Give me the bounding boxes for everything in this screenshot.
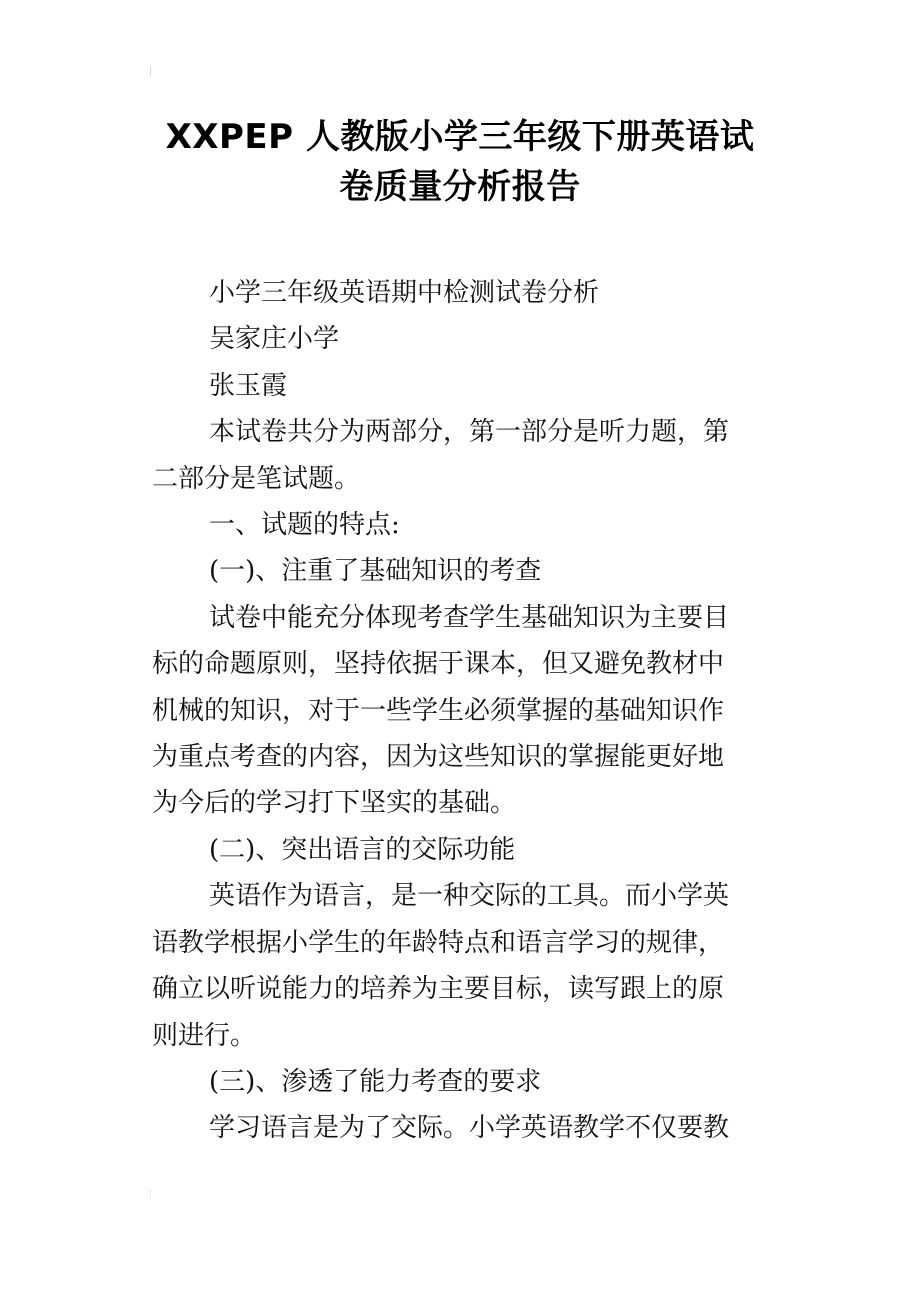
section-heading	[152, 502, 772, 548]
document-body	[152, 270, 772, 1152]
text-line: 则进行。	[152, 1020, 257, 1051]
text-line: 为今后的学习打下坚实的基础。	[152, 788, 517, 819]
text-line: 张玉霞	[209, 370, 288, 401]
text-line: (三)、渗透了能力考查的要求	[209, 1066, 542, 1097]
text-line: 标的命题原则，坚持依据于课本，但又避免教材中	[152, 649, 725, 680]
text-line: 机械的知识，对于一些学生必须掌握的基础知识作	[152, 695, 725, 726]
paragraph	[152, 873, 772, 1059]
text-line: 本试卷共分为两部分，第一部分是听力题，第	[209, 417, 730, 448]
title-line: 卷质量分析报告	[339, 167, 581, 207]
text-line: 英语作为语言，是一种交际的工具。而小学英	[209, 881, 730, 912]
paragraph	[152, 595, 772, 827]
document-title	[150, 112, 770, 212]
text-line: 为重点考查的内容，因为这些知识的掌握能更好地	[152, 742, 725, 773]
text-line: 试卷中能充分体现考查学生基础知识为主要目	[209, 602, 730, 633]
text-line: 一、试题的特点:	[209, 510, 400, 541]
corner-crop-mark	[150, 1190, 157, 1200]
corner-crop-mark	[150, 66, 157, 76]
text-line: 确立以听说能力的培养为主要目标，读写跟上的原	[152, 974, 725, 1005]
text-line: 二部分是笔试题。	[152, 463, 361, 494]
paragraph-author	[152, 363, 772, 409]
title-line: XXPEP 人教版小学三年级下册英语试	[165, 117, 755, 157]
text-line: (一)、注重了基础知识的考查	[209, 556, 542, 587]
subsection-heading	[152, 1059, 772, 1105]
paragraph	[152, 1105, 772, 1151]
text-line: (二)、突出语言的交际功能	[209, 834, 516, 865]
subsection-heading	[152, 548, 772, 594]
paragraph	[152, 409, 772, 502]
text-line: 吴家庄小学	[209, 324, 340, 355]
subsection-heading	[152, 827, 772, 873]
text-line: 小学三年级英语期中检测试卷分析	[209, 278, 600, 308]
text-line: 学习语言是为了交际。小学英语教学不仅要教	[209, 1113, 730, 1144]
text-line: 语教学根据小学生的年龄特点和语言学习的规律，	[152, 927, 725, 958]
paragraph-subtitle	[152, 270, 772, 316]
paragraph-school	[152, 316, 772, 362]
